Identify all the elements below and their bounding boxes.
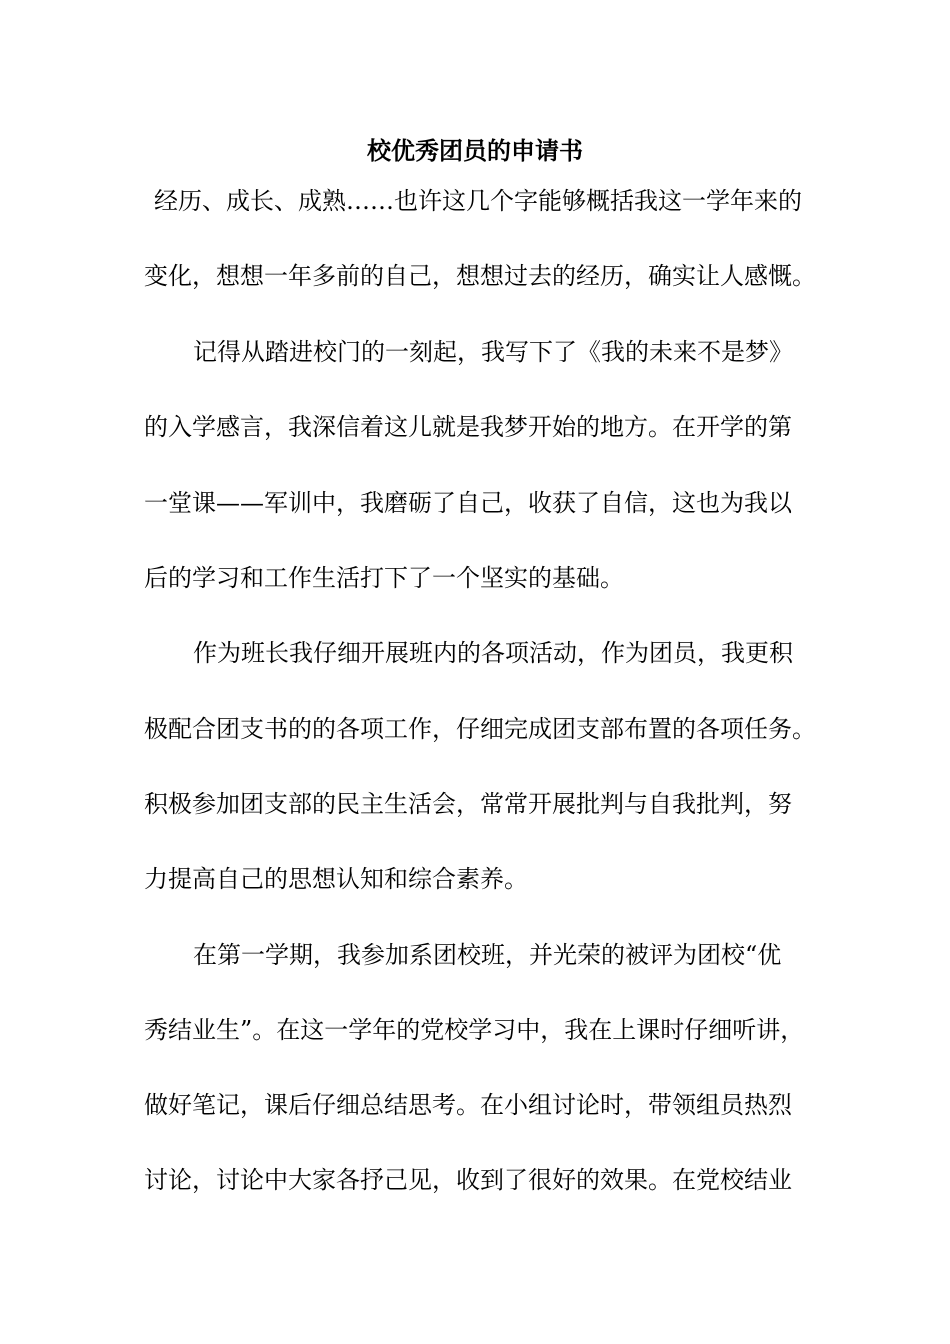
paragraph-line: 秀结业生”。在这一学年的党校学习中，我在上课时仔细听讲， (144, 1016, 805, 1044)
paragraph-line: 极配合团支书的的各项工作，仔细完成团支部布置的各项任务。 (144, 715, 816, 743)
paragraph-line: 积极参加团支部的民主生活会，常常开展批判与自我批判，努 (144, 790, 792, 818)
paragraph-line: 经历、成长、成熟……也许这几个字能够概括我这一学年来的 (154, 187, 802, 215)
document-title: 校优秀团员的申请书 (367, 136, 583, 165)
paragraph-line: 力提高自己的思想认知和综合素养。 (144, 865, 528, 893)
paragraph-line: 记得从踏进校门的一刻起，我写下了《我的未来不是梦》 (193, 338, 793, 366)
paragraph-line: 后的学习和工作生活打下了一个坚实的基础。 (144, 564, 624, 592)
paragraph-line: 一堂课——军训中，我磨砺了自己，收获了自信，这也为我以 (144, 489, 792, 517)
paragraph-line: 讨论，讨论中大家各抒己见，收到了很好的效果。在党校结业 (144, 1166, 792, 1194)
paragraph-line: 做好笔记，课后仔细总结思考。在小组讨论时，带领组员热烈 (144, 1091, 792, 1119)
paragraph-line: 的入学感言，我深信着这儿就是我梦开始的地方。在开学的第 (144, 413, 792, 441)
paragraph-line: 在第一学期，我参加系团校班，并光荣的被评为团校“优 (193, 941, 782, 969)
paragraph-line: 作为班长我仔细开展班内的各项活动，作为团员，我更积 (193, 639, 793, 667)
paragraph-line: 变化，想想一年多前的自己，想想过去的经历，确实让人感慨。 (144, 262, 816, 290)
